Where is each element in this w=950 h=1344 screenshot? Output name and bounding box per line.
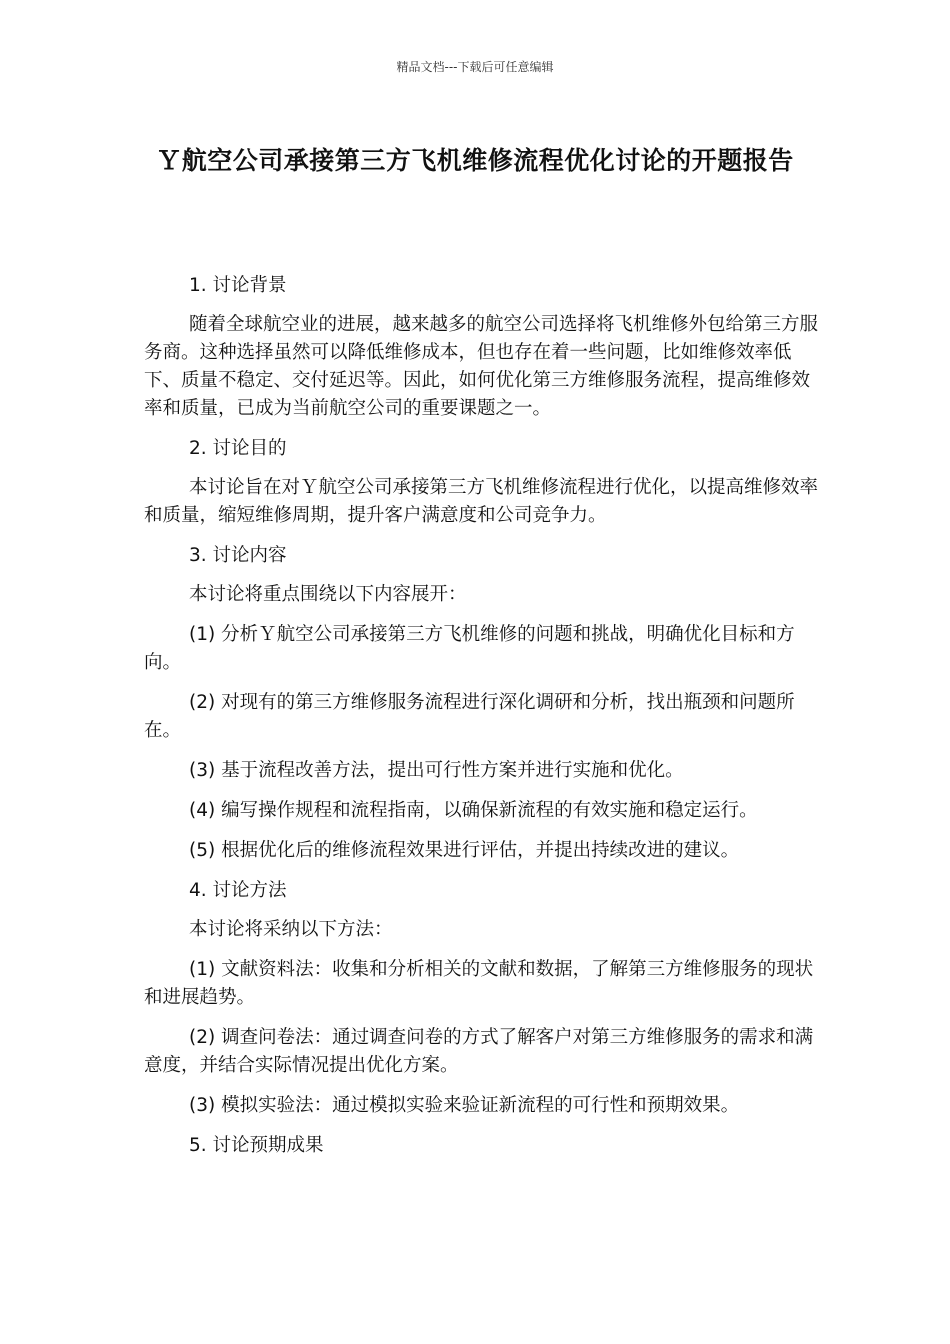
list-item-content-3: (3) 基于流程改善方法，提出可行性方案并进行实施和优化。 xyxy=(189,760,684,781)
section-heading-purpose: 2. 讨论目的 xyxy=(189,438,287,459)
header-note: 精品文档---下载后可任意编辑 xyxy=(396,60,554,74)
list-item-method-2: (2) 调查问卷法：通过调查问卷的方式了解客户对第三方维修服务的需求和满意度，并结合实际情况提出优化方案。 xyxy=(144,1027,814,1076)
list-item-content-5: (5) 根据优化后的维修流程效果进行评估，并提出持续改进的建议。 xyxy=(189,840,740,861)
section-heading-expected-results: 5. 讨论预期成果 xyxy=(189,1135,324,1156)
paragraph-background: 随着全球航空业的进展，越来越多的航空公司选择将飞机维修外包给第三方服务商。这种选择虽然可以降低维修成本，但也存在着一些问题，比如维修效率低下、质量不稳定、交付延迟等。因此，如何优化第三方维修服务流程，提高维修效率和质量，已成为当前航空公司的重要课题之一。 xyxy=(144,314,819,419)
section-heading-content: 3. 讨论内容 xyxy=(189,545,287,566)
section-heading-methods: 4. 讨论方法 xyxy=(189,880,287,901)
document-body xyxy=(144,272,820,1171)
list-item-content-1: (1) 分析Ｙ航空公司承接第三方飞机维修的问题和挑战，明确优化目标和方向。 xyxy=(144,624,795,673)
document-title: Ｙ航空公司承接第三方飞机维修流程优化讨论的开题报告 xyxy=(156,146,794,175)
list-item-method-1: (1) 文献资料法：收集和分析相关的文献和数据，了解第三方维修服务的现状和进展趋势。 xyxy=(144,959,814,1008)
paragraph-purpose: 本讨论旨在对Ｙ航空公司承接第三方飞机维修流程进行优化，以提高维修效率和质量，缩短维修周期，提升客户满意度和公司竞争力。 xyxy=(144,477,819,526)
list-item-content-2: (2) 对现有的第三方维修服务流程进行深化调研和分析，找出瓶颈和问题所在。 xyxy=(144,692,795,741)
list-item-method-3: (3) 模拟实验法：通过模拟实验来验证新流程的可行性和预期效果。 xyxy=(189,1095,740,1116)
paragraph-methods-intro: 本讨论将采纳以下方法： xyxy=(189,919,393,940)
list-item-content-4: (4) 编写操作规程和流程指南，以确保新流程的有效实施和稳定运行。 xyxy=(189,800,758,821)
paragraph-content-intro: 本讨论将重点围绕以下内容展开： xyxy=(189,584,467,605)
section-heading-background: 1. 讨论背景 xyxy=(189,275,287,296)
